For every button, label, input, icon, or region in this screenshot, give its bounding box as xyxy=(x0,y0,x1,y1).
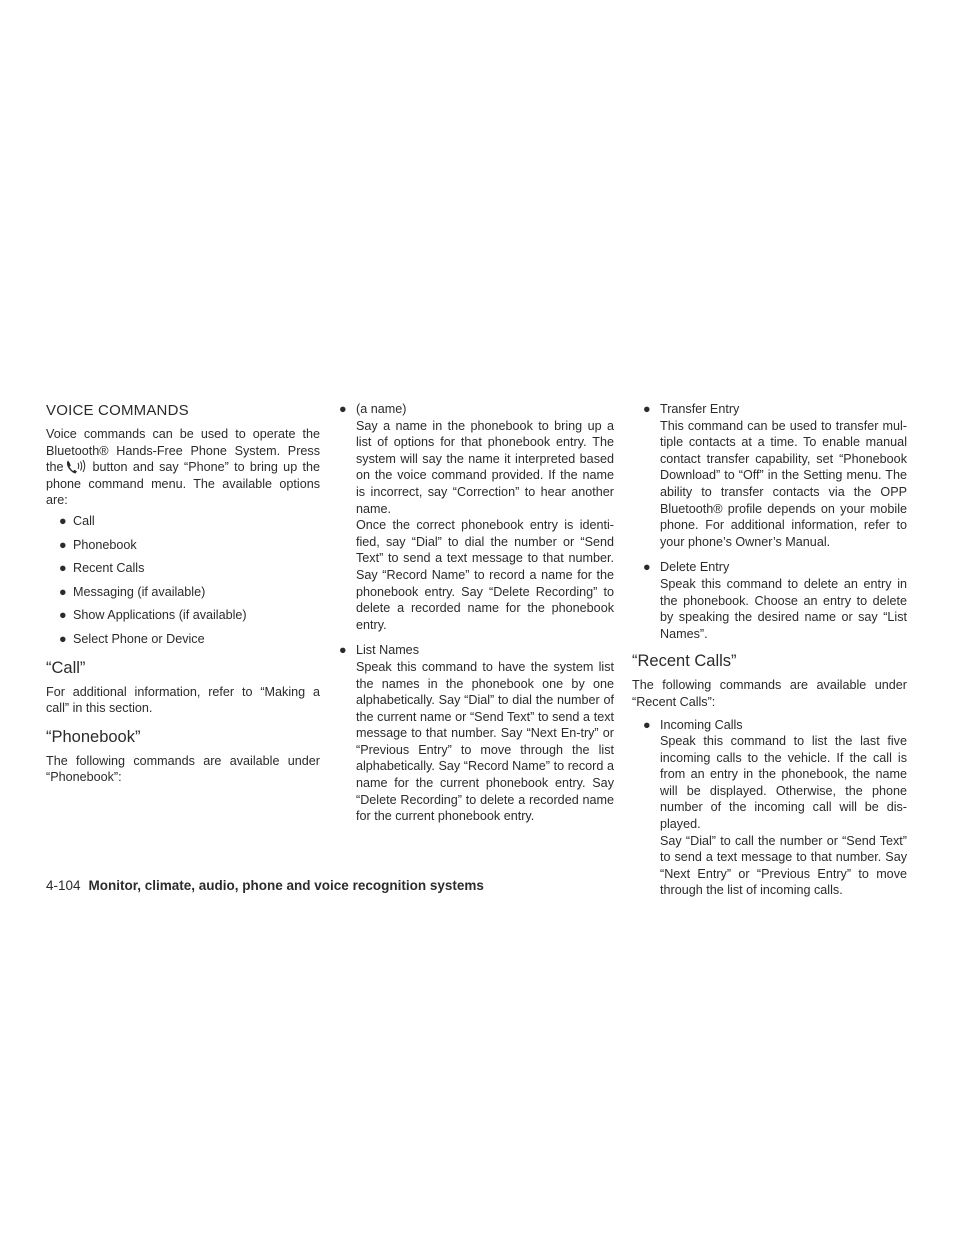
phonebook-paragraph: The following commands are available under “Phonebook”: xyxy=(46,753,320,785)
list-item xyxy=(632,401,907,550)
intro-paragraph xyxy=(46,426,320,509)
phonebook-commands-list xyxy=(338,401,614,825)
phonebook-commands-list-continued xyxy=(632,401,907,642)
section-heading: VOICE COMMANDS xyxy=(46,402,189,419)
bullet-icon: ● xyxy=(59,537,67,552)
list-item: ● Call xyxy=(59,513,95,528)
bullet-icon: ● xyxy=(643,717,651,732)
bullet-icon: ● xyxy=(59,608,67,623)
phone-voice-icon xyxy=(65,459,87,475)
phonebook-heading: “Phonebook” xyxy=(46,727,141,746)
recent-calls-heading: “Recent Calls” xyxy=(632,652,737,671)
chapter-title: Monitor, climate, audio, phone and voice recognition systems xyxy=(88,878,484,893)
list-item xyxy=(632,559,907,642)
list-item: ● Recent Calls xyxy=(59,561,145,576)
list-item: ● Phonebook xyxy=(59,537,137,552)
intro-text-after: button and say “Phone” to bring up the phone command menu. The available options are: xyxy=(46,460,320,508)
call-heading: “Call” xyxy=(46,658,86,677)
list-item xyxy=(338,401,614,633)
call-paragraph: For additional information, refer to “Making a call” in this section. xyxy=(46,684,320,716)
bullet-icon: ● xyxy=(59,631,67,646)
entry-title: Incoming Calls xyxy=(660,717,743,732)
list-item: ● Show Applications (if available) xyxy=(59,608,247,623)
entry-title: Transfer Entry xyxy=(660,402,740,416)
entry-body: Speak this command to list the last five incoming calls to the vehicle. If the call is from an entry in the phonebook, the name will be displayed. Otherwise, the phone number of the incoming call will be dis-played. Say “Dial” to call the number or “Send Text” to send a text message to that number. Say “Next Entry” or “Previous Entry” to move through the list of incoming calls. xyxy=(660,734,907,898)
page-footer xyxy=(46,878,484,893)
list-item: ● Select Phone or Device xyxy=(59,631,205,646)
entry-title: (a name) xyxy=(356,402,407,416)
bullet-icon: ● xyxy=(643,402,651,416)
recent-calls-paragraph: The following commands are available under “Recent Calls”: xyxy=(632,678,907,709)
bullet-icon: ● xyxy=(339,402,347,416)
bullet-icon: ● xyxy=(59,561,67,576)
bullet-icon: ● xyxy=(643,560,651,575)
intro-text-before: Voice commands can be used to operate the Bluetooth® Hands-Free Phone System. Press the xyxy=(46,427,320,475)
bullet-icon: ● xyxy=(59,584,67,599)
page-number: 4-104 xyxy=(46,878,81,893)
column-middle xyxy=(338,401,614,834)
entry-body: Speak this command to delete an entry in the phonebook. Choose an entry to delete by speaking the desired name or say “List Names”. xyxy=(660,576,907,641)
bullet-icon: ● xyxy=(59,513,67,528)
entry-body: Speak this command to have the system list the names in the phonebook one by one alphabetically. Say “Dial” to dial the number of the current name or “Send Text” to send a text message to that number. Say “Next En-try” or “Previous Entry” to move through the list alphabetically. Say “Record Name” to record a name for the current phonebook entry. Say “Delete Recording” to delete a recorded name for the current phonebook entry. xyxy=(356,659,614,824)
bullet-icon: ● xyxy=(339,643,347,658)
column-left xyxy=(46,401,320,786)
recent-calls-commands-list xyxy=(632,717,907,900)
list-item: ● Messaging (if available) xyxy=(59,584,206,599)
column-right xyxy=(632,401,907,908)
entry-title: Delete Entry xyxy=(660,560,730,575)
list-item xyxy=(632,717,907,900)
list-item xyxy=(338,642,614,825)
options-list xyxy=(46,513,320,648)
entry-body: Say a name in the phonebook to bring up a list of options for that phonebook entry. The system will say the name it interpreted based on the voice command provided. If the name is incorrect, say “Correction” to hear another name. Once the correct phonebook entry is identi-fied, say “Dial” to dial the number or “Send Text” to send a text message to that number. Say “Record Name” to record a name for the phonebook entry. Say “Delete Recording” to delete a recorded name for the phonebook entry. xyxy=(356,418,614,632)
entry-title: List Names xyxy=(356,643,419,658)
entry-body: This command can be used to transfer mul-tiple contacts at a time. To enable manual contact transfer capability, set “Phonebook Download” to “Off” in the Setting menu. The ability to transfer contacts via the OPP Bluetooth® profile depends on your mobile phone. For additional information, refer to your phone’s Owner’s Manual. xyxy=(660,418,907,549)
